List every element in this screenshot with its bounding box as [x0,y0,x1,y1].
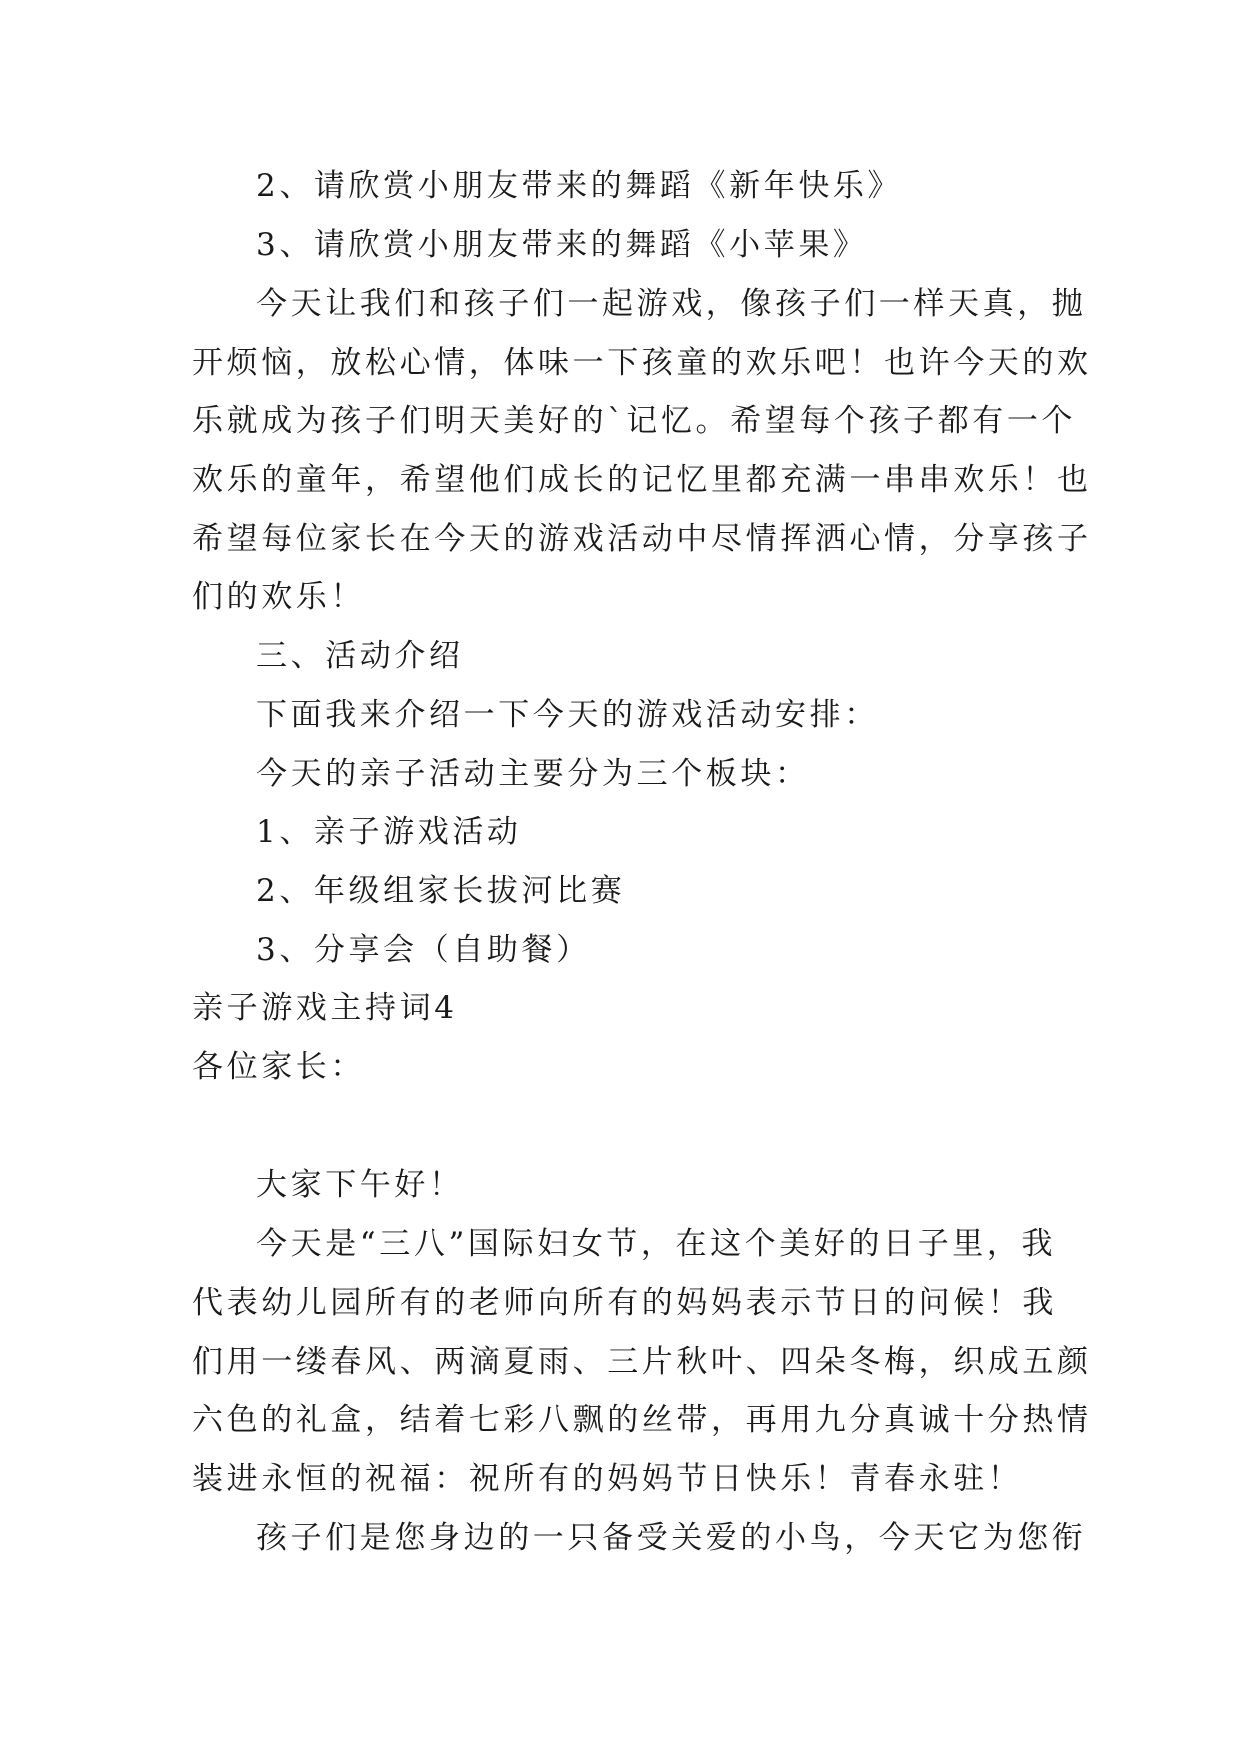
paragraph-line: 代表幼儿园所有的老师向所有的妈妈表示节日的问候！我 [192,1285,1057,1321]
program-item-2: 2、请欣赏小朋友带来的舞蹈《新年快乐》 [256,168,903,204]
paragraph-line: 开烦恼，放松心情，体味一下孩童的欢乐吧！也许今天的欢 [192,345,1092,381]
paragraph-line: 今天的亲子活动主要分为三个板块： [256,756,810,792]
paragraph-line: 们的欢乐！ [192,579,365,615]
paragraph-line: 希望每位家长在今天的游戏活动中尽情挥洒心情，分享孩子 [192,521,1092,557]
paragraph-line: 装进永恒的祝福：祝所有的妈妈节日快乐！青春永驻！ [192,1461,1023,1497]
activity-item-3: 3、分享会（自助餐） [256,932,591,968]
paragraph-line: 孩子们是您身边的一只备受关爱的小鸟，今天它为您衔 [256,1520,1087,1556]
activity-item-2: 2、年级组家长拔河比赛 [256,873,626,909]
paragraph-line: 乐就成为孩子们明天美好的`记忆。希望每个孩子都有一个 [192,403,1077,439]
document-title: 亲子游戏主持词4 [192,990,458,1026]
salutation: 各位家长： [192,1049,365,1085]
paragraph-line: 今天让我们和孩子们一起游戏，像孩子们一样天真，抛 [256,286,1087,322]
paragraph-line: 下面我来介绍一下今天的游戏活动安排： [256,697,879,733]
paragraph-line: 们用一缕春风、两滴夏雨、三片秋叶、四朵冬梅，织成五颜 [192,1344,1092,1380]
paragraph-line: 欢乐的童年，希望他们成长的记忆里都充满一串串欢乐！也 [192,462,1092,498]
paragraph-line: 今天是“三八”国际妇女节，在这个美好的日子里，我 [256,1226,1057,1262]
program-item-3: 3、请欣赏小朋友带来的舞蹈《小苹果》 [256,227,868,263]
section-heading: 三、活动介绍 [256,638,464,674]
activity-item-1: 1、亲子游戏活动 [256,814,522,850]
greeting: 大家下午好！ [256,1167,464,1203]
paragraph-line: 六色的礼盒，结着七彩八飘的丝带，再用九分真诚十分热情 [192,1402,1092,1438]
